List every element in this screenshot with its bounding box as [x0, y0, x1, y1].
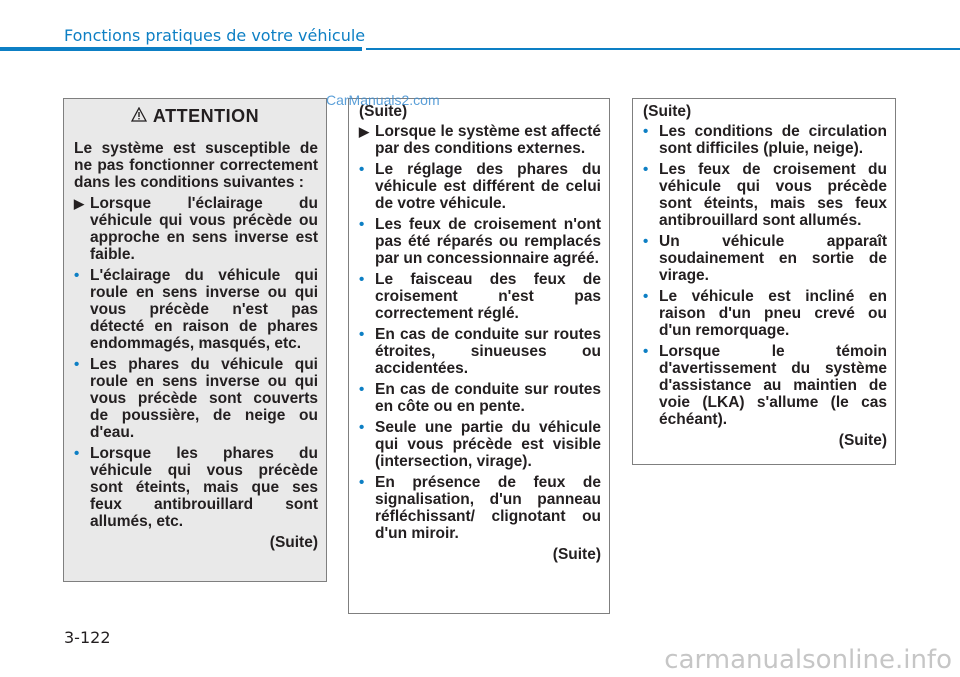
list-item — [643, 123, 887, 157]
bullet-dot-icon: • — [643, 123, 649, 140]
list-item-text: L'éclairage du véhicule qui roule en sens inverse ou qui vous précède n'est pas détecté en raison de phares endommagés, masqués, etc. — [90, 267, 318, 352]
continued-box-3 — [632, 98, 896, 465]
watermark-bottom: carmanualsonline.info — [664, 645, 952, 675]
list-item — [643, 343, 887, 428]
list-item — [643, 288, 887, 339]
continued-label: (Suite) — [838, 432, 887, 449]
list-item-text: Lorsque le témoin d'avertissement du système d'assistance au maintien de voie (LKA) s'allume (le cas échéant). — [659, 343, 887, 428]
bullet-dot-icon: • — [74, 267, 80, 284]
bullet-dot-icon: • — [359, 271, 365, 288]
list-item-text: Lorsque les phares du véhicule qui vous précède sont éteints, mais que ses feux antibrouillard sont allumés, etc. — [90, 445, 318, 530]
bullet-dot-icon: • — [74, 356, 80, 373]
bullet-dot-icon: • — [359, 216, 365, 233]
list-item-text: En cas de conduite sur routes étroites, sinueuses ou accidentées. — [375, 326, 601, 377]
list-item-text: Les phares du véhicule qui roule en sens inverse ou qui vous précède sont couverts de poussière, de neige ou d'eau. — [90, 356, 318, 441]
list-item — [359, 381, 601, 415]
page-number: 3-122 — [64, 628, 111, 647]
bullet-dot-icon: • — [643, 161, 649, 178]
list-item — [359, 326, 601, 377]
list-item — [74, 195, 318, 263]
list-item — [74, 356, 318, 441]
list-item-text: Les conditions de circulation sont difficiles (pluie, neige). — [659, 123, 887, 157]
list-item-text: Seule une partie du véhicule qui vous précède est visible (intersection, virage). — [375, 419, 601, 470]
list-item — [359, 161, 601, 212]
list-item-text: Les feux de croisement du véhicule qui vous précède sont éteints, mais ses feux antibrouillard sont allumés. — [659, 161, 887, 229]
list-item — [359, 123, 601, 157]
list-item-text: Le faisceau des feux de croisement n'est pas correctement réglé. — [375, 271, 601, 322]
bullet-dot-icon: • — [359, 419, 365, 436]
bullet-dot-icon: • — [359, 474, 365, 491]
list-item — [643, 233, 887, 284]
list-item — [359, 271, 601, 322]
continued-box-2 — [348, 98, 610, 614]
list-item — [74, 267, 318, 352]
attention-intro: Le système est susceptible de ne pas fonctionner correctement dans les conditions suivantes : — [74, 140, 318, 191]
list-item-text: En présence de feux de signalisation, d'un panneau réfléchissant/ clignotant ou d'un miroir. — [375, 474, 601, 542]
list-item — [643, 161, 887, 229]
bullet-dot-icon: • — [643, 233, 649, 250]
list-item — [359, 474, 601, 542]
triangle-bullet-icon: ▶ — [74, 196, 84, 211]
bullet-dot-icon: • — [643, 343, 649, 360]
header-rule-thin — [366, 48, 960, 50]
bullet-dot-icon: • — [359, 381, 365, 398]
attention-title: ATTENTION — [152, 106, 260, 126]
continued-heading: (Suite) — [643, 103, 692, 120]
bullet-dot-icon: • — [74, 445, 80, 462]
list-item-text: Le réglage des phares du véhicule est différent de celui de votre véhicule. — [375, 161, 601, 212]
list-item-text: En cas de conduite sur routes en côte ou en pente. — [375, 381, 601, 415]
list-item-text: Le véhicule est incliné en raison d'un pneu crevé ou d'un remorquage. — [659, 288, 887, 339]
list-item-text: Les feux de croisement n'ont pas été réparés ou remplacés par un concessionnaire agréé. — [375, 216, 601, 267]
warning-triangle-icon — [131, 107, 147, 126]
header-rule-thick — [0, 47, 362, 51]
bullet-dot-icon: • — [359, 326, 365, 343]
list-item-text: Lorsque le système est affecté par des conditions externes. — [375, 123, 601, 157]
list-item — [359, 216, 601, 267]
list-item-text: Lorsque l'éclairage du véhicule qui vous précède ou approche en sens inverse est faible. — [90, 195, 318, 263]
bullet-dot-icon: • — [359, 161, 365, 178]
triangle-bullet-icon: ▶ — [359, 124, 369, 139]
watermark-top: CarManuals2.com — [326, 92, 440, 108]
continued-heading: (Suite) — [359, 103, 408, 120]
list-item — [359, 419, 601, 470]
list-item-text: Un véhicule apparaît soudainement en sortie de virage. — [659, 233, 887, 284]
section-title: Fonctions pratiques de votre véhicule — [64, 26, 366, 45]
attention-header — [64, 99, 326, 133]
list-item — [74, 445, 318, 530]
bullet-dot-icon: • — [643, 288, 649, 305]
continued-label: (Suite) — [552, 546, 601, 563]
attention-box — [63, 98, 327, 582]
continued-label: (Suite) — [269, 534, 318, 551]
